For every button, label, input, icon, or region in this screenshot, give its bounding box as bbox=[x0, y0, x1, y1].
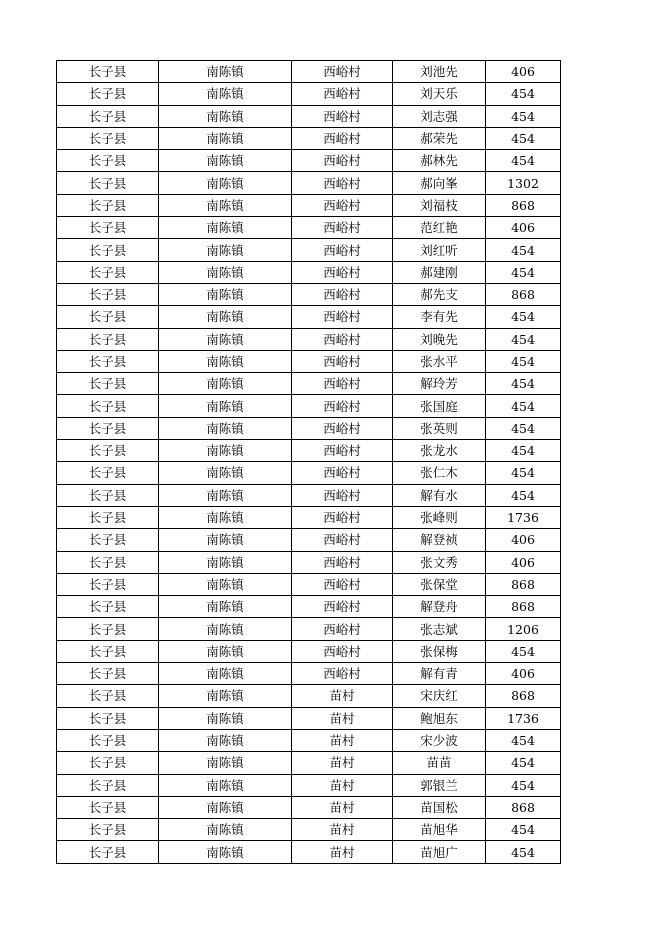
name-cell[interactable]: 苗国松 bbox=[393, 796, 486, 818]
county-cell[interactable]: 长子县 bbox=[57, 596, 159, 618]
table-row bbox=[57, 752, 561, 774]
amount-cell[interactable]: 454 bbox=[486, 417, 561, 439]
name-cell[interactable]: 苗苗 bbox=[393, 752, 486, 774]
table-row bbox=[57, 462, 561, 484]
county-cell[interactable]: 长子县 bbox=[57, 395, 159, 417]
table-row bbox=[57, 417, 561, 439]
county-cell[interactable]: 长子县 bbox=[57, 774, 159, 796]
town-cell[interactable]: 南陈镇 bbox=[159, 663, 292, 685]
county-cell[interactable]: 长子县 bbox=[57, 127, 159, 149]
amount-cell[interactable]: 868 bbox=[486, 596, 561, 618]
town-cell[interactable]: 南陈镇 bbox=[159, 774, 292, 796]
county-cell[interactable]: 长子县 bbox=[57, 484, 159, 506]
village-cell[interactable]: 西峪村 bbox=[292, 194, 393, 216]
village-cell[interactable]: 西峪村 bbox=[292, 417, 393, 439]
county-cell[interactable]: 长子县 bbox=[57, 663, 159, 685]
town-cell[interactable]: 南陈镇 bbox=[159, 350, 292, 372]
village-cell[interactable]: 西峪村 bbox=[292, 484, 393, 506]
county-cell[interactable]: 长子县 bbox=[57, 506, 159, 528]
village-cell[interactable]: 西峪村 bbox=[292, 462, 393, 484]
amount-cell[interactable]: 454 bbox=[486, 440, 561, 462]
amount-cell[interactable]: 454 bbox=[486, 83, 561, 105]
county-cell[interactable]: 长子县 bbox=[57, 61, 159, 83]
table-row bbox=[57, 261, 561, 283]
county-cell[interactable]: 长子县 bbox=[57, 796, 159, 818]
village-cell[interactable]: 苗村 bbox=[292, 729, 393, 751]
amount-cell[interactable]: 454 bbox=[486, 373, 561, 395]
amount-cell[interactable]: 454 bbox=[486, 484, 561, 506]
county-cell[interactable]: 长子县 bbox=[57, 194, 159, 216]
village-cell[interactable]: 西峪村 bbox=[292, 596, 393, 618]
data-table bbox=[56, 60, 561, 864]
county-cell[interactable]: 长子县 bbox=[57, 729, 159, 751]
county-cell[interactable]: 长子县 bbox=[57, 819, 159, 841]
name-cell[interactable]: 范红艳 bbox=[393, 217, 486, 239]
name-cell[interactable]: 张文秀 bbox=[393, 551, 486, 573]
county-cell[interactable]: 长子县 bbox=[57, 150, 159, 172]
town-cell[interactable]: 南陈镇 bbox=[159, 83, 292, 105]
table-row bbox=[57, 350, 561, 372]
town-cell[interactable]: 南陈镇 bbox=[159, 61, 292, 83]
village-cell[interactable]: 西峪村 bbox=[292, 395, 393, 417]
name-cell[interactable]: 张保堂 bbox=[393, 573, 486, 595]
table-row bbox=[57, 529, 561, 551]
name-cell[interactable]: 郭银兰 bbox=[393, 774, 486, 796]
name-cell[interactable]: 郝荣先 bbox=[393, 127, 486, 149]
village-cell[interactable]: 西峪村 bbox=[292, 350, 393, 372]
amount-cell[interactable]: 454 bbox=[486, 239, 561, 261]
county-cell[interactable]: 长子县 bbox=[57, 752, 159, 774]
town-cell[interactable]: 南陈镇 bbox=[159, 796, 292, 818]
town-cell[interactable]: 南陈镇 bbox=[159, 484, 292, 506]
table-row bbox=[57, 172, 561, 194]
town-cell[interactable]: 南陈镇 bbox=[159, 217, 292, 239]
amount-cell[interactable]: 454 bbox=[486, 819, 561, 841]
table-row bbox=[57, 239, 561, 261]
village-cell[interactable]: 西峪村 bbox=[292, 127, 393, 149]
county-cell[interactable]: 长子县 bbox=[57, 707, 159, 729]
town-cell[interactable]: 南陈镇 bbox=[159, 172, 292, 194]
table-row bbox=[57, 707, 561, 729]
name-cell[interactable]: 张龙水 bbox=[393, 440, 486, 462]
amount-cell[interactable]: 454 bbox=[486, 752, 561, 774]
name-cell[interactable]: 解登舟 bbox=[393, 596, 486, 618]
amount-cell[interactable]: 1736 bbox=[486, 707, 561, 729]
village-cell[interactable]: 西峪村 bbox=[292, 306, 393, 328]
county-cell[interactable]: 长子县 bbox=[57, 172, 159, 194]
town-cell[interactable]: 南陈镇 bbox=[159, 618, 292, 640]
town-cell[interactable]: 南陈镇 bbox=[159, 596, 292, 618]
town-cell[interactable]: 南陈镇 bbox=[159, 395, 292, 417]
county-cell[interactable]: 长子县 bbox=[57, 462, 159, 484]
table-row bbox=[57, 217, 561, 239]
village-cell[interactable]: 西峪村 bbox=[292, 573, 393, 595]
amount-cell[interactable]: 406 bbox=[486, 529, 561, 551]
name-cell[interactable]: 郝先支 bbox=[393, 283, 486, 305]
amount-cell[interactable]: 454 bbox=[486, 462, 561, 484]
village-cell[interactable]: 西峪村 bbox=[292, 61, 393, 83]
table-row bbox=[57, 819, 561, 841]
amount-cell[interactable]: 1302 bbox=[486, 172, 561, 194]
table-row bbox=[57, 596, 561, 618]
county-cell[interactable]: 长子县 bbox=[57, 350, 159, 372]
name-cell[interactable]: 鲍旭东 bbox=[393, 707, 486, 729]
name-cell[interactable]: 刘志强 bbox=[393, 105, 486, 127]
village-cell[interactable]: 西峪村 bbox=[292, 150, 393, 172]
name-cell[interactable]: 苗旭华 bbox=[393, 819, 486, 841]
town-cell[interactable]: 南陈镇 bbox=[159, 440, 292, 462]
name-cell[interactable]: 刘福枝 bbox=[393, 194, 486, 216]
table-row bbox=[57, 663, 561, 685]
table-row bbox=[57, 395, 561, 417]
county-cell[interactable]: 长子县 bbox=[57, 640, 159, 662]
table-row bbox=[57, 685, 561, 707]
name-cell[interactable]: 苗旭广 bbox=[393, 841, 486, 863]
table-row bbox=[57, 640, 561, 662]
town-cell[interactable]: 南陈镇 bbox=[159, 283, 292, 305]
amount-cell[interactable]: 454 bbox=[486, 150, 561, 172]
table-row bbox=[57, 306, 561, 328]
town-cell[interactable]: 南陈镇 bbox=[159, 194, 292, 216]
amount-cell[interactable]: 868 bbox=[486, 796, 561, 818]
village-cell[interactable]: 西峪村 bbox=[292, 440, 393, 462]
county-cell[interactable]: 长子县 bbox=[57, 373, 159, 395]
table-row bbox=[57, 61, 561, 83]
village-cell[interactable]: 西峪村 bbox=[292, 105, 393, 127]
name-cell[interactable]: 解有青 bbox=[393, 663, 486, 685]
name-cell[interactable]: 张仁木 bbox=[393, 462, 486, 484]
county-cell[interactable]: 长子县 bbox=[57, 618, 159, 640]
village-cell[interactable]: 西峪村 bbox=[292, 239, 393, 261]
town-cell[interactable]: 南陈镇 bbox=[159, 105, 292, 127]
amount-cell[interactable]: 406 bbox=[486, 217, 561, 239]
county-cell[interactable]: 长子县 bbox=[57, 417, 159, 439]
village-cell[interactable]: 苗村 bbox=[292, 752, 393, 774]
village-cell[interactable]: 西峪村 bbox=[292, 551, 393, 573]
name-cell[interactable]: 李有先 bbox=[393, 306, 486, 328]
table-row bbox=[57, 440, 561, 462]
table-row bbox=[57, 83, 561, 105]
village-cell[interactable]: 苗村 bbox=[292, 685, 393, 707]
table-row bbox=[57, 841, 561, 863]
town-cell[interactable]: 南陈镇 bbox=[159, 150, 292, 172]
amount-cell[interactable]: 868 bbox=[486, 283, 561, 305]
amount-cell[interactable]: 406 bbox=[486, 663, 561, 685]
table-row bbox=[57, 283, 561, 305]
county-cell[interactable]: 长子县 bbox=[57, 440, 159, 462]
town-cell[interactable]: 南陈镇 bbox=[159, 328, 292, 350]
county-cell[interactable]: 长子县 bbox=[57, 573, 159, 595]
amount-cell[interactable]: 454 bbox=[486, 841, 561, 863]
name-cell[interactable]: 张峰则 bbox=[393, 506, 486, 528]
town-cell[interactable]: 南陈镇 bbox=[159, 127, 292, 149]
name-cell[interactable]: 解有水 bbox=[393, 484, 486, 506]
amount-cell[interactable]: 454 bbox=[486, 395, 561, 417]
village-cell[interactable]: 苗村 bbox=[292, 774, 393, 796]
town-cell[interactable]: 南陈镇 bbox=[159, 417, 292, 439]
table-row bbox=[57, 150, 561, 172]
name-cell[interactable]: 张水平 bbox=[393, 350, 486, 372]
village-cell[interactable]: 苗村 bbox=[292, 819, 393, 841]
name-cell[interactable]: 刘天乐 bbox=[393, 83, 486, 105]
town-cell[interactable]: 南陈镇 bbox=[159, 373, 292, 395]
village-cell[interactable]: 苗村 bbox=[292, 841, 393, 863]
county-cell[interactable]: 长子县 bbox=[57, 217, 159, 239]
town-cell[interactable]: 南陈镇 bbox=[159, 306, 292, 328]
village-cell[interactable]: 西峪村 bbox=[292, 172, 393, 194]
amount-cell[interactable]: 406 bbox=[486, 61, 561, 83]
name-cell[interactable]: 宋庆红 bbox=[393, 685, 486, 707]
table-row bbox=[57, 551, 561, 573]
name-cell[interactable]: 张保梅 bbox=[393, 640, 486, 662]
name-cell[interactable]: 郝向峯 bbox=[393, 172, 486, 194]
table-row bbox=[57, 729, 561, 751]
county-cell[interactable]: 长子县 bbox=[57, 105, 159, 127]
amount-cell[interactable]: 1206 bbox=[486, 618, 561, 640]
village-cell[interactable]: 西峪村 bbox=[292, 83, 393, 105]
amount-cell[interactable]: 868 bbox=[486, 685, 561, 707]
table-row bbox=[57, 618, 561, 640]
amount-cell[interactable]: 454 bbox=[486, 640, 561, 662]
table-row bbox=[57, 484, 561, 506]
town-cell[interactable]: 南陈镇 bbox=[159, 462, 292, 484]
village-cell[interactable]: 苗村 bbox=[292, 796, 393, 818]
amount-cell[interactable]: 868 bbox=[486, 573, 561, 595]
county-cell[interactable]: 长子县 bbox=[57, 261, 159, 283]
table-row bbox=[57, 105, 561, 127]
name-cell[interactable]: 刘池先 bbox=[393, 61, 486, 83]
county-cell[interactable]: 长子县 bbox=[57, 841, 159, 863]
county-cell[interactable]: 长子县 bbox=[57, 685, 159, 707]
table-row bbox=[57, 127, 561, 149]
village-cell[interactable]: 西峪村 bbox=[292, 663, 393, 685]
amount-cell[interactable]: 406 bbox=[486, 551, 561, 573]
village-cell[interactable]: 苗村 bbox=[292, 707, 393, 729]
amount-cell[interactable]: 454 bbox=[486, 729, 561, 751]
town-cell[interactable]: 南陈镇 bbox=[159, 752, 292, 774]
name-cell[interactable]: 宋少波 bbox=[393, 729, 486, 751]
amount-cell[interactable]: 454 bbox=[486, 306, 561, 328]
town-cell[interactable]: 南陈镇 bbox=[159, 239, 292, 261]
village-cell[interactable]: 西峪村 bbox=[292, 328, 393, 350]
town-cell[interactable]: 南陈镇 bbox=[159, 729, 292, 751]
town-cell[interactable]: 南陈镇 bbox=[159, 819, 292, 841]
town-cell[interactable]: 南陈镇 bbox=[159, 506, 292, 528]
spreadsheet-page bbox=[56, 60, 560, 864]
town-cell[interactable]: 南陈镇 bbox=[159, 841, 292, 863]
village-cell[interactable]: 西峪村 bbox=[292, 261, 393, 283]
town-cell[interactable]: 南陈镇 bbox=[159, 573, 292, 595]
village-cell[interactable]: 西峪村 bbox=[292, 618, 393, 640]
amount-cell[interactable]: 1736 bbox=[486, 506, 561, 528]
town-cell[interactable]: 南陈镇 bbox=[159, 707, 292, 729]
village-cell[interactable]: 西峪村 bbox=[292, 217, 393, 239]
town-cell[interactable]: 南陈镇 bbox=[159, 685, 292, 707]
town-cell[interactable]: 南陈镇 bbox=[159, 529, 292, 551]
village-cell[interactable]: 西峪村 bbox=[292, 529, 393, 551]
county-cell[interactable]: 长子县 bbox=[57, 283, 159, 305]
name-cell[interactable]: 刘晚先 bbox=[393, 328, 486, 350]
village-cell[interactable]: 西峪村 bbox=[292, 283, 393, 305]
amount-cell[interactable]: 868 bbox=[486, 194, 561, 216]
amount-cell[interactable]: 454 bbox=[486, 127, 561, 149]
town-cell[interactable]: 南陈镇 bbox=[159, 551, 292, 573]
name-cell[interactable]: 张国庭 bbox=[393, 395, 486, 417]
name-cell[interactable]: 郝建刚 bbox=[393, 261, 486, 283]
table-row bbox=[57, 796, 561, 818]
amount-cell[interactable]: 454 bbox=[486, 261, 561, 283]
name-cell[interactable]: 张志斌 bbox=[393, 618, 486, 640]
table-row bbox=[57, 506, 561, 528]
amount-cell[interactable]: 454 bbox=[486, 328, 561, 350]
town-cell[interactable]: 南陈镇 bbox=[159, 261, 292, 283]
amount-cell[interactable]: 454 bbox=[486, 350, 561, 372]
table-row bbox=[57, 573, 561, 595]
county-cell[interactable]: 长子县 bbox=[57, 328, 159, 350]
name-cell[interactable]: 解登祯 bbox=[393, 529, 486, 551]
village-cell[interactable]: 西峪村 bbox=[292, 640, 393, 662]
county-cell[interactable]: 长子县 bbox=[57, 529, 159, 551]
county-cell[interactable]: 长子县 bbox=[57, 306, 159, 328]
village-cell[interactable]: 西峪村 bbox=[292, 373, 393, 395]
table-body bbox=[57, 61, 561, 864]
table-row bbox=[57, 373, 561, 395]
table-row bbox=[57, 774, 561, 796]
name-cell[interactable]: 刘红听 bbox=[393, 239, 486, 261]
amount-cell[interactable]: 454 bbox=[486, 774, 561, 796]
amount-cell[interactable]: 454 bbox=[486, 105, 561, 127]
name-cell[interactable]: 郝林先 bbox=[393, 150, 486, 172]
county-cell[interactable]: 长子县 bbox=[57, 83, 159, 105]
name-cell[interactable]: 解玲芳 bbox=[393, 373, 486, 395]
table-row bbox=[57, 194, 561, 216]
name-cell[interactable]: 张英则 bbox=[393, 417, 486, 439]
village-cell[interactable]: 西峪村 bbox=[292, 506, 393, 528]
county-cell[interactable]: 长子县 bbox=[57, 239, 159, 261]
town-cell[interactable]: 南陈镇 bbox=[159, 640, 292, 662]
county-cell[interactable]: 长子县 bbox=[57, 551, 159, 573]
table-row bbox=[57, 328, 561, 350]
